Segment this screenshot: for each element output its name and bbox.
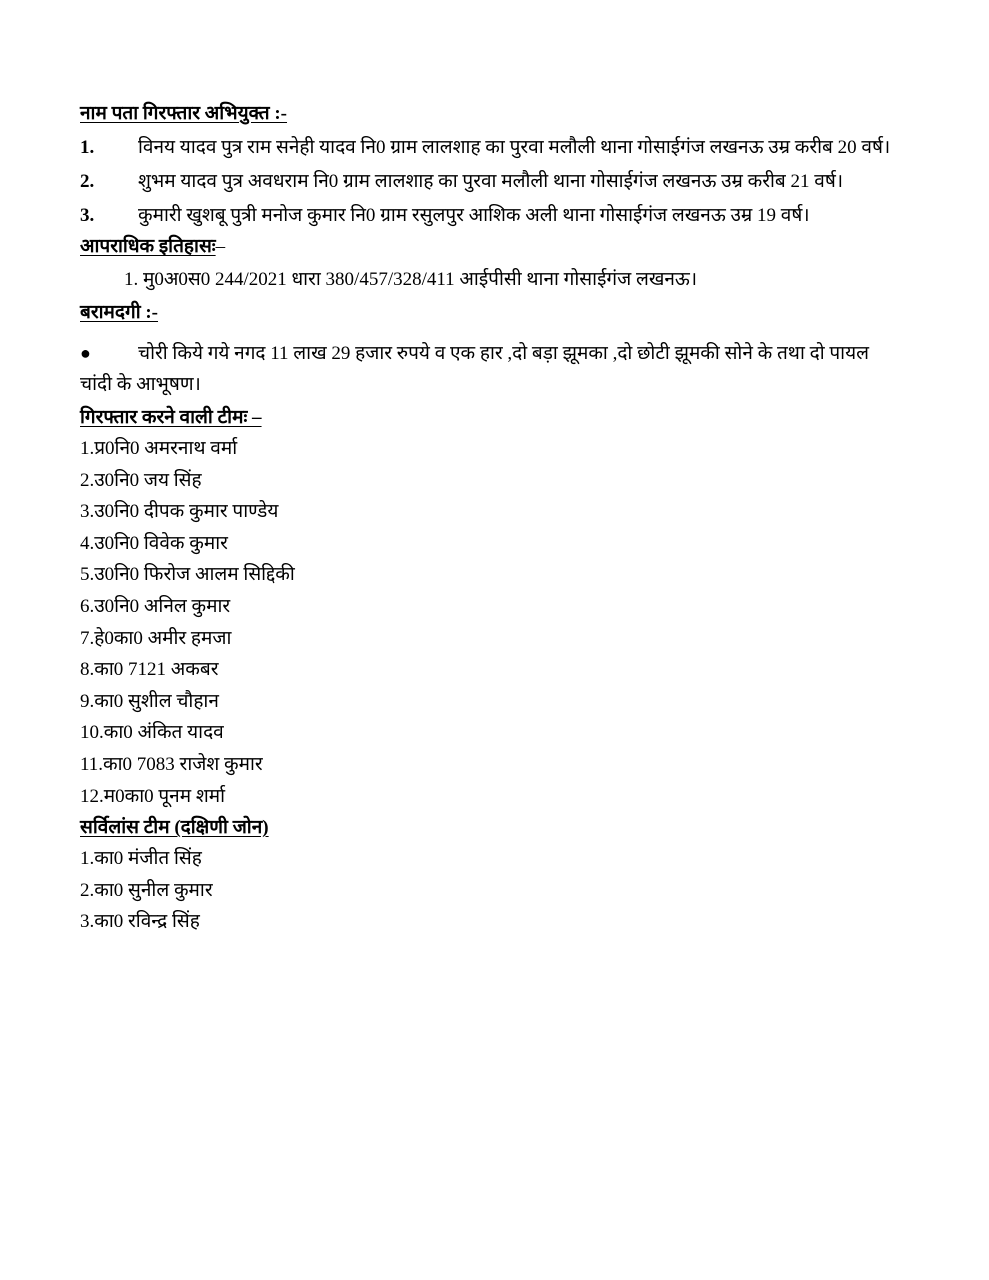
accused-heading: नाम पता गिरफ्तार अभियुक्त :-: [80, 103, 288, 124]
accused-item-text: कुमारी खुशबू पुत्री मनोज कुमार नि0 ग्राम रसुलपुर आशिक अली थाना गोसाईगंज लखनऊ उम्र 19 वर्ष।: [138, 205, 810, 226]
arrest-team-member: 11.का0 7083 राजेश कुमार: [80, 753, 263, 775]
arrest-team-heading: गिरफ्तार करने वाली टीमः –: [80, 407, 262, 428]
history-item: 1. मु0अ0स0 244/2021 धारा 380/457/328/411 आईपीसी थाना गोसाईगंज लखनऊ।: [124, 269, 698, 290]
accused-item: [80, 132, 960, 163]
accused-item-number: 2.: [80, 171, 95, 192]
history-heading-dash: –: [215, 236, 226, 257]
accused-item-number: 3.: [80, 205, 95, 226]
bullet-icon: ●: [80, 343, 91, 363]
arrest-team-member: 2.उ0नि0 जय सिंह: [80, 469, 202, 491]
history-heading: आपराधिक इतिहासः: [80, 236, 216, 257]
accused-item: [80, 166, 960, 197]
accused-item-text: विनय यादव पुत्र राम सनेही यादव नि0 ग्राम लालशाह का पुरवा मलौली थाना गोसाईगंज लखनऊ उम्र करीब 20 वर्ष।: [138, 137, 891, 158]
surveillance-team-list: [80, 843, 960, 938]
arrest-team-list: [80, 433, 960, 812]
arrest-team-member: 10.का0 अंकित यादव: [80, 722, 224, 744]
arrest-team-member: 6.उ0नि0 अनिल कुमार: [80, 595, 231, 617]
arrest-team-member: 7.हे0का0 अमीर हमजा: [80, 627, 232, 649]
document-body: [80, 98, 960, 938]
recovery-line-1: चोरी किये गये नगद 11 लाख 29 हजार रुपये व एक हार ,दो बड़ा झूमका ,दो छोटी झूमकी सोने के तथा दो पायल: [138, 343, 869, 364]
recovery-item: [80, 338, 960, 369]
accused-item-text: शुभम यादव पुत्र अवधराम नि0 ग्राम लालशाह का पुरवा मलौली थाना गोसाईगंज लखनऊ उम्र करीब 21 वर्ष।: [138, 171, 844, 192]
accused-item: [80, 200, 960, 231]
accused-item-number: 1.: [80, 137, 95, 158]
arrest-team-member: 12.म0का0 पूनम शर्मा: [80, 785, 226, 807]
surveillance-team-member: 1.का0 मंजीत सिंह: [80, 848, 202, 870]
arrest-team-member: 4.उ0नि0 विवेक कुमार: [80, 532, 228, 554]
recovery-heading: बरामदगी :-: [80, 302, 159, 323]
history-heading-row: [80, 231, 960, 262]
arrest-team-member: 8.का0 7121 अकबर: [80, 659, 219, 681]
surveillance-team-heading: सर्विलांस टीम (दक्षिणी जोन): [80, 817, 269, 839]
arrest-team-member: 5.उ0नि0 फिरोज आलम सिद्दिकी: [80, 564, 295, 586]
arrest-team-member: 1.प्र0नि0 अमरनाथ वर्मा: [80, 438, 238, 459]
surveillance-team-member: 2.का0 सुनील कुमार: [80, 879, 213, 901]
arrest-team-member: 3.उ0नि0 दीपक कुमार पाण्डेय: [80, 501, 279, 523]
recovery-line-2: चांदी के आभूषण।: [80, 374, 201, 395]
surveillance-team-member: 3.का0 रविन्द्र सिंह: [80, 911, 200, 933]
arrest-team-member: 9.का0 सुशील चौहान: [80, 690, 219, 712]
